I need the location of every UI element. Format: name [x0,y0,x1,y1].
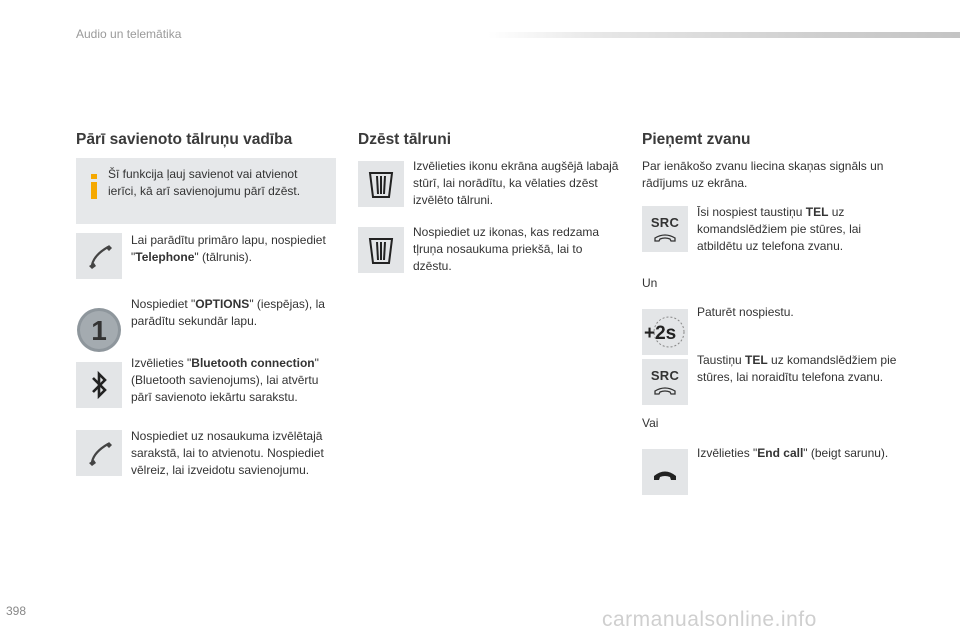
delete-step-2: Nospiediet uz ikonas, kas redzama tļruņa nosaukuma priekšā, lai to dzēstu. [413,225,600,273]
step-bluetooth: Izvēlieties "Bluetooth connection" (Bluetooth savienojums), lai atvērtu pārī savienoto iekārtu sarakstu. [131,356,319,404]
step-number-badge [76,307,122,353]
phone-icon [76,233,122,279]
phone-handset-icon [642,206,688,252]
section-title-delete-phone: Dzēst tālruni [358,131,452,148]
hold-step: Paturēt nospiestu. [697,305,794,319]
accept-step-short-press: Īsi nospiest taustiņu TEL uz komandslēdžiem pie stūres, lai atbildētu uz telefona zvanu. [697,205,862,253]
info-icon [86,170,106,210]
page-number: 398 [6,604,27,618]
step-select-name: Nospiediet uz nosaukuma izvēlētajā sarakstā, lai to atvienotu. Nospiediet vēlreiz, lai izveidotu savienojumu. [131,429,324,477]
delete-step-1: Izvēlieties ikonu ekrāna augšējā labajā stūrī, lai norādītu, ka vēlaties dzēst izvēlēto tālruni. [413,159,619,207]
src-button-box-1 [642,206,688,252]
or2-label: Vai [642,416,659,430]
header-bar [488,32,960,38]
trash-icon [358,227,404,273]
hold-2s-box [642,309,688,355]
bluetooth-icon [76,362,122,408]
end-call-icon [642,449,688,495]
phone-icon-box-2 [76,430,122,476]
trash-icon-box-2 [358,227,404,273]
phone-handset-icon [642,359,688,405]
trash-icon-box-1 [358,161,404,207]
accept-intro: Par ienākošo zvanu liecina skaņas signāls un rādījums uz ekrāna. [642,159,884,190]
phone-icon [76,430,122,476]
step-telephone: Lai parādītu primāro lapu, nospiediet "Telephone" (tālrunis). [131,233,326,264]
step-options: Nospiediet "OPTIONS" (iespējas), la parādītu sekundār lapu. [131,297,325,328]
watermark: carmanualsonline.info [602,608,817,631]
phone-icon-box-1 [76,233,122,279]
header-title: Audio un telemātika [76,27,182,41]
hold-timer-icon [642,309,688,355]
src-label: SRC [650,215,680,230]
bluetooth-icon-box [76,362,122,408]
src-button-box-2 [642,359,688,405]
info-text: Šī funkcija ļauj savienot vai atvienot ierīci, kā arī savienojumu pārī dzēst. [108,167,301,198]
trash-icon [358,161,404,207]
or-label: Un [642,276,658,290]
reject-step: Taustiņu TEL uz komandslēdžiem pie stūres, lai noraidītu telefona zvanu. [697,353,897,384]
section-title-paired-phones: Pārī savienoto tālruņu vadība [76,131,293,148]
info-box [76,158,336,224]
section-title-accept-call: Pieņemt zvanu [642,131,751,148]
end-call-step: Izvēlieties "End call" (beigt sarunu). [697,446,889,460]
end-call-box [642,449,688,495]
src-label: SRC [650,368,680,383]
hold-2s-text: +2s [644,323,677,344]
step-number-text: 1 [91,315,107,346]
